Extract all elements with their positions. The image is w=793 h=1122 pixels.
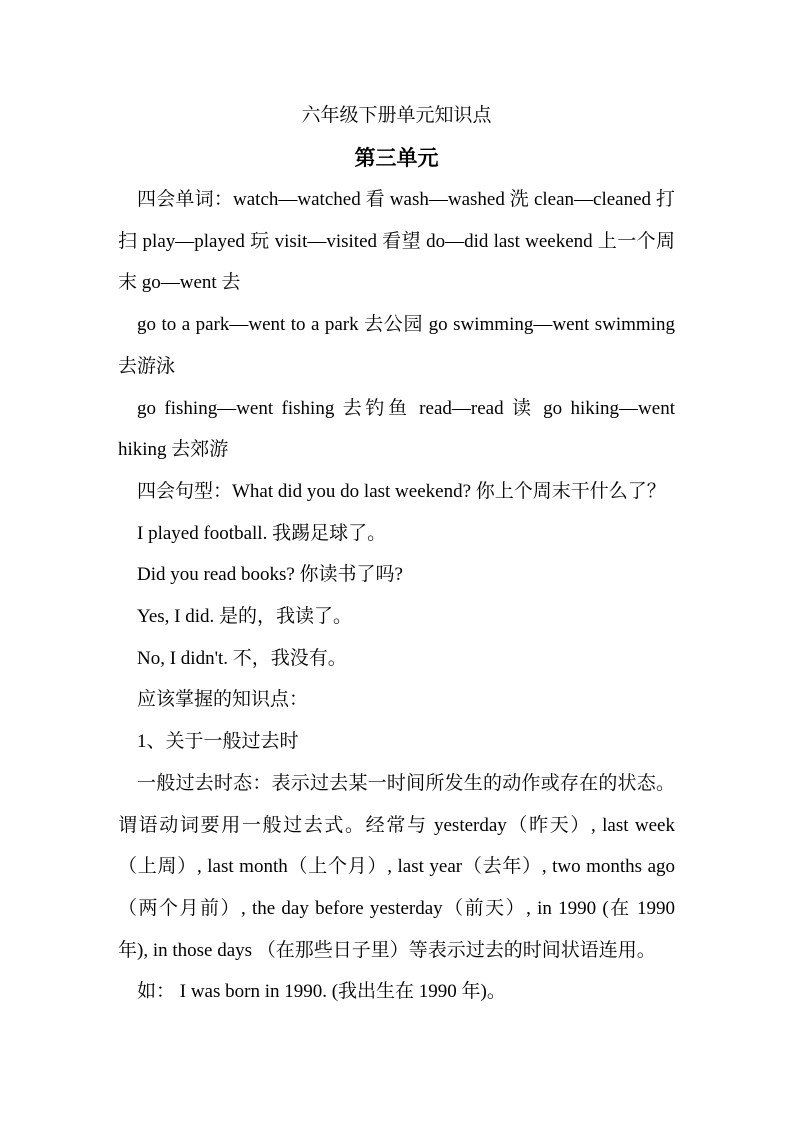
paragraph: 四会单词：watch—watched 看 wash—washed 洗 clean—cleaned 打扫 play—played 玩 visit—visited 看望 do—did last weekend 上一个周末 go—went 去	[118, 189, 675, 294]
paragraph: 一般过去时态：表示过去某一时间所发生的动作或存在的状态。谓语动词要用一般过去式。经常与 yesterday（昨天）, last week（上周）, last month（上个月）, last year（去年）, two months ago（两个月前）, the day before yesterday（前天）, in 1990 (在 1990 年), in those days （在那些日子里）等表示过去的时间状语连用。	[118, 772, 675, 961]
document-title: 六年级下册单元知识点	[301, 105, 492, 126]
document-body	[118, 179, 675, 1013]
unit-heading: 第三单元	[354, 146, 439, 170]
paragraph: 如： I was born in 1990. (我出生在 1990 年)。	[137, 981, 506, 1003]
paragraph: go to a park—went to a park 去公园 go swimming—went swimming 去游泳	[118, 314, 675, 377]
paragraph: Did you read books? 你读书了吗?	[137, 564, 403, 586]
paragraph: 应该掌握的知识点：	[137, 689, 309, 711]
paragraph: I played football. 我踢足球了。	[137, 522, 387, 544]
paragraph: 四会句型：What did you do last weekend? 你上个周末干什么了？	[137, 480, 666, 502]
paragraph: No, I didn't. 不，我没有。	[137, 647, 347, 669]
paragraph: 1、关于一般过去时	[137, 731, 299, 753]
paragraph: Yes, I did. 是的，我读了。	[137, 606, 353, 628]
paragraph: go fishing—went fishing 去钓鱼 read—read 读 go hiking—went hiking 去郊游	[118, 397, 675, 461]
